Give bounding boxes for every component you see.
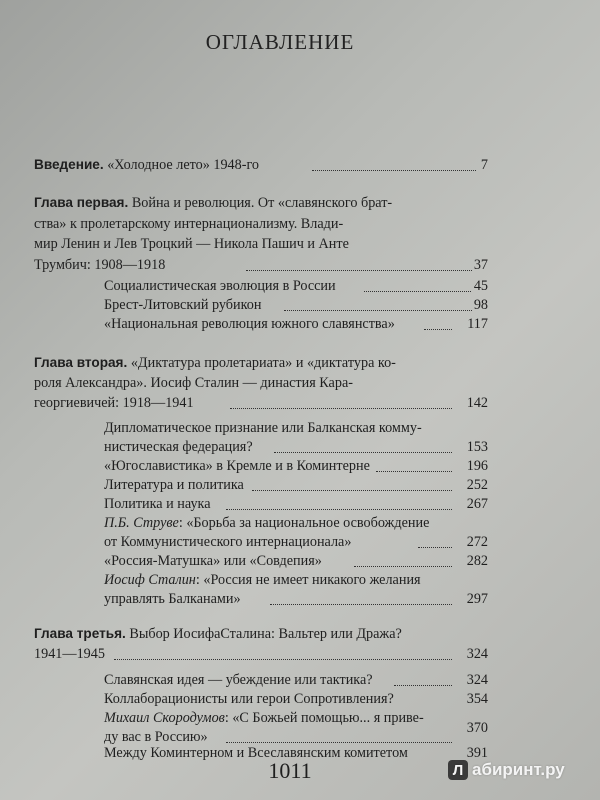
toc-item-page: 297 bbox=[466, 591, 488, 607]
leader bbox=[246, 270, 472, 271]
chapter-1-line-4: Трумбич: 1908—1918 bbox=[34, 256, 166, 273]
chapter-1-heading bbox=[34, 193, 494, 214]
page-title: ОГЛАВЛЕНИЕ bbox=[205, 30, 355, 54]
leader bbox=[274, 452, 452, 453]
intro-text: «Холодное лето» 1948-го bbox=[107, 157, 260, 173]
chapter-3-line-2: 1941—1945 bbox=[34, 646, 105, 662]
toc-item-text: : «Россия не имеет никакого желания bbox=[195, 572, 421, 588]
toc-item-page: 252 bbox=[466, 477, 488, 493]
toc-item: Брест-Литовский рубикон bbox=[104, 297, 262, 313]
toc-item-page: 267 bbox=[466, 496, 488, 512]
chapter-2-label: Глава вторая. bbox=[34, 355, 128, 370]
toc-item-line: нистическая федерация? bbox=[104, 439, 253, 455]
toc-item-page: 117 bbox=[467, 316, 488, 332]
toc-item-page: 354 bbox=[466, 691, 488, 707]
watermark-text: абиринт.ру bbox=[472, 760, 565, 779]
toc-item-text: : «С Божьей помощью... я приве- bbox=[224, 710, 424, 726]
toc-item-page: 196 bbox=[466, 458, 488, 474]
chapter-1-page: 37 bbox=[473, 256, 488, 273]
toc-item-line: управлять Балканами» bbox=[104, 591, 241, 607]
leader bbox=[226, 509, 452, 510]
toc-item-line: ду вас в Россию» bbox=[104, 729, 208, 745]
chapter-2-page: 142 bbox=[466, 395, 488, 411]
leader bbox=[284, 310, 472, 311]
toc-item-page: 272 bbox=[466, 534, 488, 550]
chapter-2-line-1: «Диктатура пролетариата» и «диктатура ко- bbox=[130, 355, 396, 371]
toc-item-page: 370 bbox=[466, 720, 488, 736]
chapter-1-line-2: ства» к пролетарскому интернационализму. Влади- bbox=[34, 215, 344, 232]
chapter-3-heading bbox=[34, 624, 494, 645]
chapter-3-page: 324 bbox=[466, 646, 488, 662]
toc-item-page: 282 bbox=[466, 553, 488, 569]
chapter-2-line-3: георгиевичей: 1918—1941 bbox=[34, 395, 194, 411]
toc-item: «Югославистика» в Кремле и в Коминтерне bbox=[104, 458, 370, 474]
toc-item: «Национальная революция южного славянства» bbox=[104, 316, 395, 332]
toc-item: Между Коминтерном и Всеславянским комитетом bbox=[104, 745, 408, 761]
leader bbox=[376, 471, 452, 472]
chapter-1-line-3: мир Ленин и Лев Троцкий — Никола Пашич и Анте bbox=[34, 236, 349, 252]
toc-item-line: от Коммунистического интернационала» bbox=[104, 534, 352, 550]
toc-item-author: П.Б. Струве bbox=[104, 515, 179, 531]
chapter-3-line-1: Выбор ИосифаСталина: Вальтер или Дража? bbox=[129, 626, 402, 642]
toc-item: Славянская идея — убеждение или тактика? bbox=[104, 672, 373, 688]
toc-item-line bbox=[104, 708, 424, 729]
leader bbox=[354, 566, 452, 567]
labirint-logo-icon: Л bbox=[448, 760, 468, 780]
toc-item-page: 391 bbox=[466, 745, 488, 761]
toc-item-page: 324 bbox=[466, 672, 488, 688]
leader bbox=[418, 547, 452, 548]
toc-item-page: 98 bbox=[473, 297, 488, 313]
toc-item-line bbox=[104, 513, 429, 534]
watermark bbox=[448, 760, 565, 780]
leader bbox=[270, 604, 452, 605]
chapter-1-line-1: Война и революция. От «славянского брат- bbox=[131, 195, 393, 211]
leader bbox=[252, 490, 452, 491]
toc-item: Коллаборационисты или герои Сопротивления? bbox=[104, 691, 394, 707]
intro-entry bbox=[34, 155, 494, 176]
leader bbox=[114, 659, 452, 660]
toc-item-line: Дипломатическое признание или Балканская комму- bbox=[104, 420, 422, 436]
toc-item: Политика и наука bbox=[104, 496, 211, 512]
leader bbox=[394, 685, 452, 686]
toc-item-author: Михаил Скородумов bbox=[104, 710, 225, 726]
toc-item-line bbox=[104, 570, 421, 591]
toc-item-text: : «Борьба за национальное освобождение bbox=[178, 515, 430, 531]
chapter-2-line-2: роля Александра». Иосиф Сталин — династия Кара- bbox=[34, 375, 353, 391]
chapter-2-heading bbox=[34, 353, 494, 374]
chapter-1-label: Глава первая. bbox=[34, 195, 129, 210]
toc-item: «Россия-Матушка» или «Совдепия» bbox=[104, 553, 322, 569]
toc-item: Социалистическая эволюция в России bbox=[104, 278, 336, 294]
toc-item-author: Иосиф Сталин bbox=[104, 572, 196, 588]
toc-item-page: 153 bbox=[466, 439, 488, 455]
chapter-3-label: Глава третья. bbox=[34, 626, 126, 641]
page-number: 1011 bbox=[268, 758, 312, 783]
intro-page: 7 bbox=[480, 157, 488, 173]
toc-item-page: 45 bbox=[473, 278, 488, 294]
toc-item: Литература и политика bbox=[104, 477, 244, 493]
intro-label: Введение. bbox=[34, 157, 104, 172]
leader bbox=[230, 408, 452, 409]
